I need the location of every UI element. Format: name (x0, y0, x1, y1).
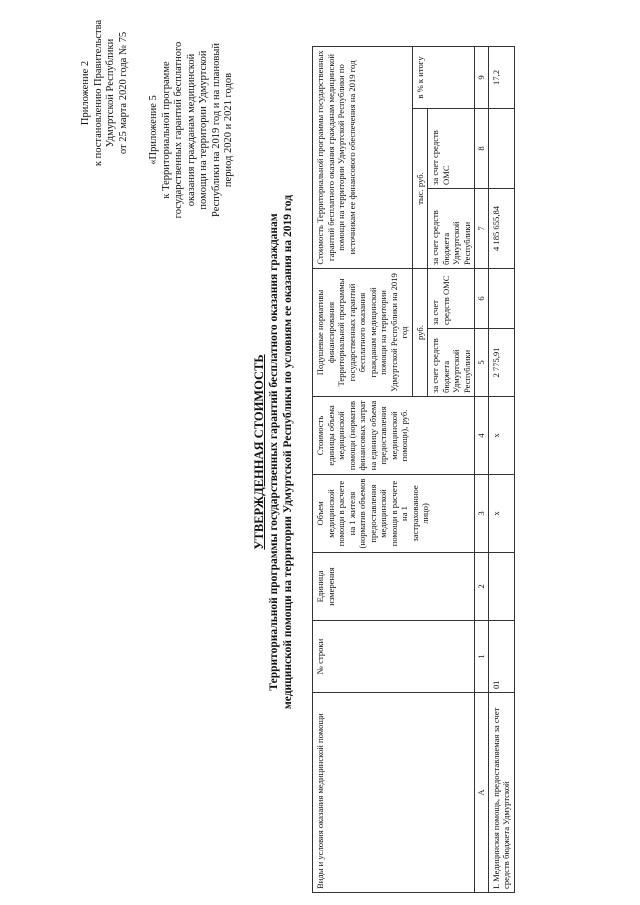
header-percent: в % к итогу (412, 46, 475, 108)
header-thous-rub: тыс. руб. (412, 108, 428, 268)
appendix-line: к постановлению Правительства (92, 19, 104, 167)
row-norm-oms (488, 268, 514, 328)
title-sub-line: Территориальной программы государственных гарантий бесплатного оказания гражданам (268, 213, 280, 691)
header-rub: руб. (412, 268, 428, 396)
appendix-header (80, 0, 130, 193)
appendix-sub-line: государственных гарантий бесплатного (173, 41, 184, 219)
column-number: 9 (475, 46, 489, 108)
row-number: 01 (488, 621, 514, 693)
header-cost-per-unit: Стоимость единицы объема медицинской помощи (норматив финансовых затрат на единицу объема предоставления медицинской помощи), руб. (313, 397, 475, 475)
column-number: А (475, 693, 489, 893)
column-number: 6 (475, 268, 489, 328)
row-name: I. Медицинская помощь, предоставляемая за счет средств бюджета Удмуртской (488, 693, 514, 893)
row-volume: x (488, 475, 514, 553)
row-percent: 17,2 (488, 46, 514, 108)
appendix-sub-line: к Территориальной программе (160, 61, 172, 199)
header-norm-oms: за счет средств ОМС (428, 268, 475, 328)
column-number: 5 (475, 329, 489, 397)
appendix-sub-line: Республики на 2019 год и на плановый (210, 43, 222, 217)
row-unit (488, 553, 514, 621)
appendix-sub-line: оказания гражданам медицинской (185, 53, 197, 207)
header-cost-budget: за счет средств бюджета Удмуртской Республики (428, 188, 475, 268)
column-number: 7 (475, 188, 489, 268)
appendix-line: Приложение 2 (80, 60, 91, 126)
header-volume: Объем медицинской помощи в расчете на 1 жителя (норматив объемов предоставления медицинской помощи в расчете на 1 застрахованное лицо) (313, 475, 475, 553)
column-number: 1 (475, 621, 489, 693)
column-number: 4 (475, 397, 489, 475)
header-cost-oms: за счет средств ОМС (428, 108, 475, 188)
header-total-cost: Стоимость Территориальной программы государственных гарантий бесплатного оказания гражданам медицинской помощи на территории Удмуртской Республики по источникам ее финансового обеспечения на 2019 год (313, 46, 413, 268)
title-main: УТВЕРЖДЕННАЯ СТОИМОСТЬ (252, 354, 266, 550)
row-cost-budget: 4 185 655,84 (488, 188, 514, 268)
column-number-row (475, 46, 489, 892)
column-number: 3 (475, 475, 489, 553)
header-row-no: № строки (313, 621, 475, 693)
column-number: 2 (475, 553, 489, 621)
row-norm-budget: 2 775,91 (488, 329, 514, 397)
header-kinds: Виды и условия оказания медицинской помощи (313, 693, 475, 893)
column-number: 8 (475, 108, 489, 188)
header-norm-budget: за счет средств бюджета Удмуртской Республики (428, 329, 475, 397)
header-row (313, 46, 413, 892)
title-sub-line: медицинской помощи на территории Удмуртской Республики по условиям ее оказания на 2019 год (282, 194, 294, 710)
appendix-line: от 25 марта 2020 года № 75 (117, 31, 129, 155)
cost-table (312, 46, 515, 893)
appendix-subheader (148, 5, 236, 255)
appendix-sub-line: «Приложение 5 (148, 95, 159, 165)
table-row (488, 46, 514, 892)
row-cost: x (488, 397, 514, 475)
appendix-sub-line: период 2020 и 2021 годов (223, 72, 234, 188)
header-unit: Единица измерения (313, 553, 475, 621)
appendix-line: Удмуртской Республики (105, 38, 116, 148)
appendix-sub-line: помощи на территории Удмуртской (198, 50, 209, 210)
document-title (252, 39, 295, 865)
header-norms: Подушевые нормативы финансирования Территориальной программы государственных гарантий бесплатного оказания гражданам медицинской помощи на территории Удмуртской Республики на 2019 год (313, 268, 413, 396)
row-cost-oms (488, 108, 514, 188)
